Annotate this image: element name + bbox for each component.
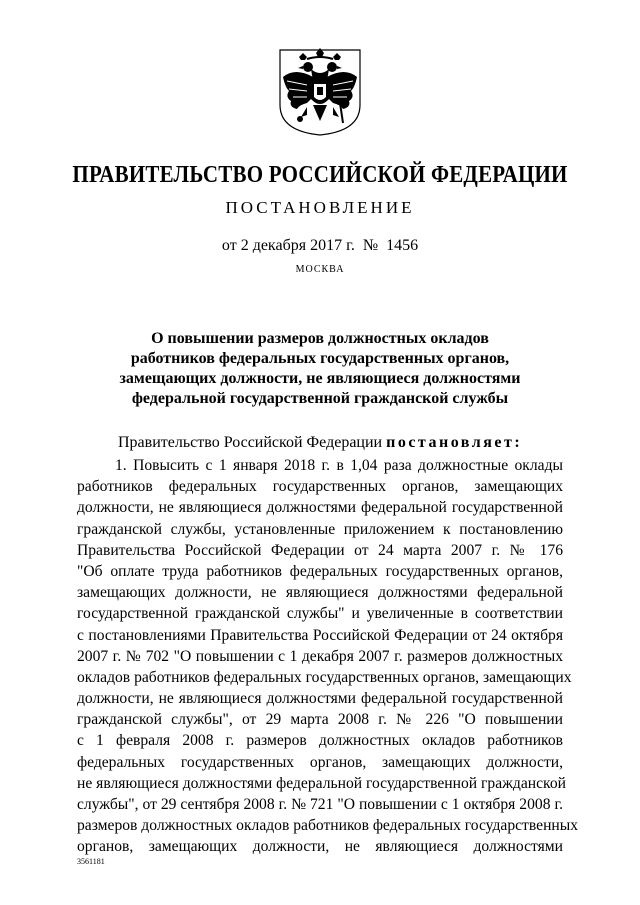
document-type: ПОСТАНОВЛЕНИЕ [225, 198, 415, 217]
body-line: окладов работников федеральных государственных органов, замещающих [77, 668, 572, 686]
issuing-authority: ПРАВИТЕЛЬСТВО РОССИЙСКОЙ ФЕДЕРАЦИИ [72, 160, 568, 188]
body-line: гражданской службы", от 29 марта 2008 г. № 226 "О повышении [77, 711, 563, 729]
title-line: федеральной государственной гражданской службы [131, 390, 509, 407]
preamble-decree-word: постановляет: [386, 434, 523, 451]
title-line: замещающих должности, не являющиеся должностями [119, 370, 521, 387]
body-line: государственной гражданской службы" и увеличенные в соответствии [77, 605, 563, 623]
body-line: 2007 г. № 702 "О повышении с 1 декабря 2007 г. размеров должностных [77, 647, 563, 665]
body-line: "Об оплате труда работников федеральных государственных органов, [77, 562, 563, 580]
body-line: с постановлениями Правительства Российской Федерации от 24 октября [77, 626, 563, 644]
preamble [118, 434, 522, 452]
city: МОСКВА [295, 264, 345, 275]
document-code: 3561181 [77, 857, 105, 866]
date-and-number: от 2 декабря 2017 г. № 1456 [221, 237, 419, 254]
body-line: федеральных государственных органов, замещающих должности, [77, 753, 563, 771]
body-line: Правительства Российской Федерации от 24 марта 2007 г. № 176 [77, 541, 563, 559]
body-line: службы", от 29 сентября 2008 г. № 721 "О повышении с 1 октября 2008 г. [77, 796, 563, 813]
body-text [77, 455, 579, 858]
body-line: гражданской службы, установленные приложением к постановлению [77, 520, 563, 538]
title-line: О повышении размеров должностных окладов [151, 330, 489, 347]
body-line: работников федеральных государственных органов, замещающих [77, 478, 563, 496]
body-line: не являющиеся должностями федеральной государственной гражданской [77, 774, 566, 792]
document-title [0, 329, 640, 409]
body-line: должности, не являющиеся должностями федеральной государственной [77, 499, 563, 517]
preamble-text: Правительство Российской Федерации [118, 434, 387, 451]
body-line: органов, замещающих должности, не являющиеся должностями [77, 838, 563, 856]
russian-coat-of-arms-icon [277, 47, 363, 137]
body-line: замещающих должности, не являющиеся должностями федеральной [77, 584, 563, 602]
body-line: 1. Повысить с 1 января 2018 г. в 1,04 раза должностные оклады [115, 457, 563, 474]
title-line: работников федеральных государственных органов, [130, 350, 510, 367]
body-line: размеров должностных окладов работников федеральных государственных [77, 817, 579, 835]
body-line: с 1 февраля 2008 г. размеров должностных окладов работников [77, 732, 563, 750]
body-line: должности, не являющиеся должностями федеральной государственной [77, 690, 563, 708]
